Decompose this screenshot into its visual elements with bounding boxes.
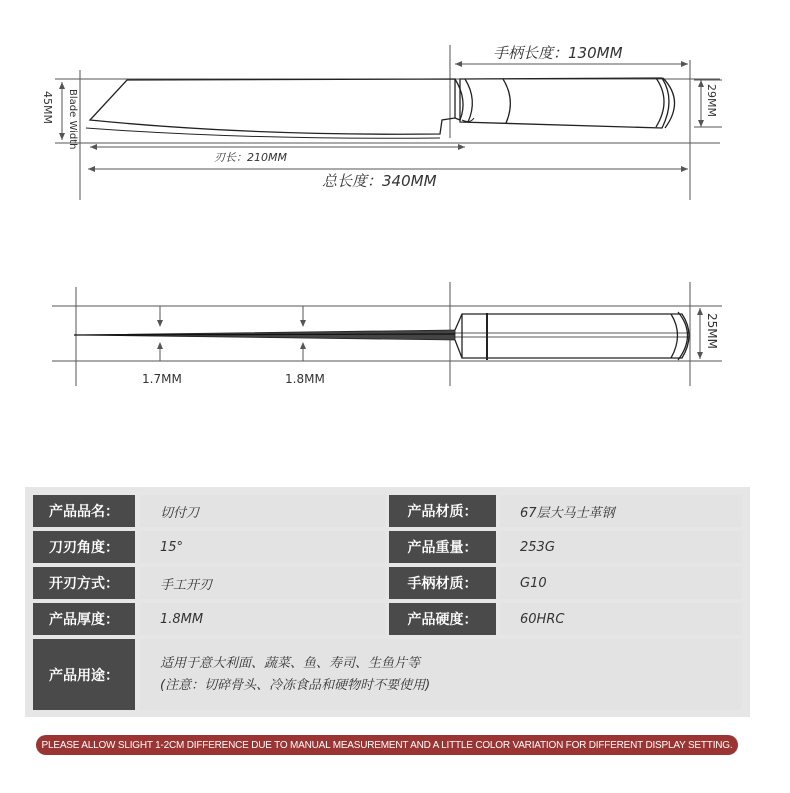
blade-length-label: 刃长：210MM [214, 151, 287, 164]
blade-width-label-val: 45MM [41, 91, 54, 124]
spec-value-name: 切付刀 [140, 495, 385, 527]
handle-length-label: 手柄长度：130MM [493, 44, 623, 62]
spec-value-material: 67层大马士革钢 [500, 495, 742, 527]
spec-label-hardness: 产品硬度： [389, 603, 496, 635]
handle-outline [460, 78, 669, 128]
usage-line-2: (注意：切碎骨头、冷冻食品和硬物时不要使用) [160, 677, 431, 693]
handle-top-endcap [671, 314, 678, 358]
spec-value-handle-material: G10 [500, 567, 742, 599]
spec-value-sharpening: 手工开刃 [140, 567, 385, 599]
spec-value-hardness: 60HRC [500, 603, 742, 635]
spec-label-weight: 产品重量： [389, 531, 496, 563]
spec-label-angle: 刀刃角度： [33, 531, 135, 563]
spec-label-thickness: 产品厚度： [33, 603, 135, 635]
spec-label-handle-material: 手柄材质： [389, 567, 496, 599]
handle-width-label: 25MM [705, 313, 719, 349]
thickness-label-2: 1.8MM [285, 372, 325, 386]
notice-banner: PLEASE ALLOW SLIGHT 1-2CM DIFFERENCE DUE TO MANUAL MEASUREMENT AND A LITTLE COLOR VARIATION FOR DIFFERENT DISPLAY SETTING. [36, 735, 738, 755]
spec-value-usage [140, 639, 742, 710]
spec-table [25, 487, 750, 717]
thickness-label-1: 1.7MM [142, 372, 182, 386]
knife-top-view [74, 312, 690, 360]
total-length-label: 总长度：340MM [322, 172, 437, 190]
spec-label-usage: 产品用途： [33, 639, 135, 710]
spec-value-thickness: 1.8MM [140, 603, 385, 635]
knife-side-view [86, 78, 675, 138]
blade-width-label-en: Blade Width [67, 89, 78, 150]
spec-value-weight: 253G [500, 531, 742, 563]
blade-edge-line [86, 128, 440, 138]
handle-collar-1 [465, 79, 472, 122]
bolster-outline [455, 79, 463, 120]
spec-label-sharpening: 开刃方式： [33, 567, 135, 599]
handle-height-label: 29MM [705, 84, 718, 117]
spec-label-material: 产品材质： [389, 495, 496, 527]
spec-value-angle: 15° [140, 531, 385, 563]
handle-top-outline [455, 314, 689, 358]
blade-outline [90, 79, 455, 134]
usage-line-1: 适用于意大利面、蔬菜、鱼、寿司、生鱼片等 [160, 655, 421, 671]
handle-collar-2 [503, 79, 510, 123]
handle-end-cap [656, 78, 664, 127]
spec-label-name: 产品品名： [33, 495, 135, 527]
